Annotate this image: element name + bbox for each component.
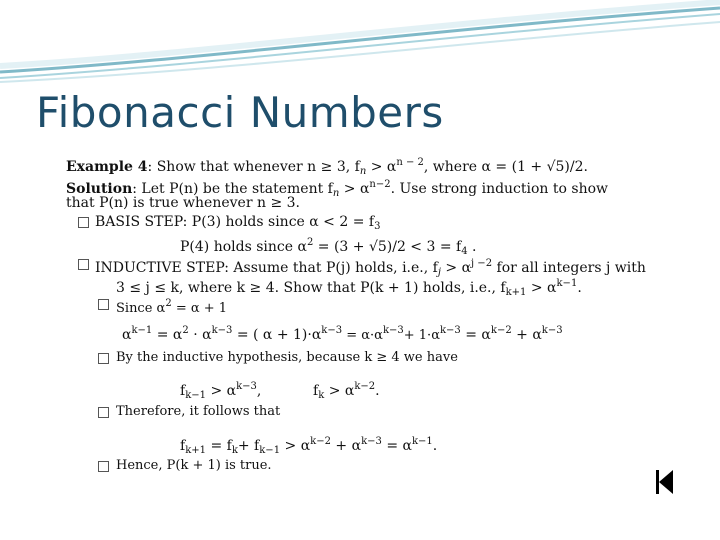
solution-line-2: that P(n) is true whenever n ≥ 3. — [66, 195, 300, 211]
hypothesis-equation-1 — [180, 378, 261, 405]
fin-e: + α — [330, 438, 362, 454]
eq1-b: = α — [152, 327, 183, 343]
inductive-sub-1: j — [437, 267, 441, 278]
solution-label: Solution — [66, 181, 133, 197]
basis-text-2a: P(4) holds since α — [180, 239, 307, 255]
eq1-sup3: k−3 — [211, 325, 233, 336]
example-text-3: , where α = (1 + √5)/2. — [423, 159, 588, 175]
since-text-b: = α + 1 — [171, 301, 228, 316]
since-sup: 2 — [165, 298, 172, 309]
inductive-sub-2: k+1 — [505, 287, 527, 298]
therefore-text: Therefore, it follows that — [116, 404, 281, 419]
fin-sup1: k−2 — [310, 436, 331, 447]
since-line — [116, 295, 227, 318]
fin-sup3: k−1 — [411, 436, 433, 447]
hyp-eq-e: > α — [324, 383, 355, 399]
bullet-therefore — [98, 407, 109, 418]
hyp-eq-a: f — [180, 383, 186, 399]
basis-sub-2: 4 — [461, 246, 468, 257]
eq1-a: α — [122, 327, 132, 343]
eq1-g: = α — [460, 327, 491, 343]
equation-1 — [122, 322, 563, 345]
inductive-sup-2: k−1 — [556, 278, 578, 289]
hyp-eq-sub1: k−1 — [185, 390, 206, 401]
basis-text-2c: . — [467, 239, 477, 255]
hyp-eq-sub2: k — [318, 390, 325, 401]
hypothesis-text: By the inductive hypothesis, because k ≥ 4 we have — [116, 350, 458, 365]
eq1-sup2: 2 — [182, 325, 189, 336]
fin-a: f — [180, 438, 186, 454]
bullet-hence — [98, 461, 109, 472]
basis-sub-1: 3 — [374, 221, 381, 232]
inductive-text-1c: for all integers j with — [492, 260, 646, 276]
eq1-sup4: k−3 — [321, 325, 343, 336]
solution-text: : Let P(n) be the statement f — [132, 181, 333, 197]
eq1-sup1: k−1 — [131, 325, 153, 336]
eq1-f: + 1·α — [403, 328, 440, 343]
basis-line-1 — [95, 213, 380, 236]
eq1-e: = α·α — [342, 328, 383, 343]
bullet-hypothesis — [98, 353, 109, 364]
hyp-eq-sup2: k−2 — [354, 381, 376, 392]
eq1-h: + α — [511, 327, 542, 343]
since-text-a: Since α — [116, 301, 166, 316]
example-label: Example 4 — [66, 159, 148, 175]
hyp-eq-d: f — [313, 383, 319, 399]
example-n-sub: n — [359, 166, 367, 177]
hyp-eq-b: > α — [206, 383, 237, 399]
inductive-text-2b: > α — [526, 280, 557, 296]
inductive-text-1b: > α — [440, 260, 472, 276]
fin-d: > α — [280, 438, 311, 454]
fin-g: . — [432, 438, 438, 454]
hyp-eq-f: . — [375, 383, 380, 399]
eq1-sup5: k−3 — [382, 325, 404, 336]
basis-text-2b: = (3 + √5)/2 < 3 = f — [313, 239, 462, 255]
hyp-eq-sup1: k−3 — [236, 381, 257, 392]
eq1-sup7: k−2 — [490, 325, 512, 336]
inductive-text-1a: INDUCTIVE STEP: Assume that P(j) holds, i.e., f — [95, 260, 438, 276]
basis-sup-2: 2 — [306, 237, 314, 248]
header-decoration — [0, 0, 720, 90]
solution-text-3: . Use strong induction to show — [390, 181, 609, 197]
hypothesis-equation-2 — [313, 378, 380, 405]
eq1-d: = ( α + 1)·α — [232, 327, 322, 343]
fin-c: + f — [237, 438, 260, 454]
inductive-sup-1: j −2 — [471, 258, 493, 269]
basis-text-1: BASIS STEP: P(3) holds since α < 2 = f — [95, 214, 375, 230]
inductive-text-2c: . — [577, 280, 582, 296]
eq1-c: · α — [188, 327, 212, 343]
example-text: : Show that whenever n ≥ 3, f — [147, 159, 360, 175]
solution-exp: n−2 — [369, 179, 391, 190]
fin-b: = f — [206, 438, 232, 454]
fin-sub1: k+1 — [185, 445, 206, 456]
example-exp: n − 2 — [396, 157, 424, 168]
fin-sup2: k−3 — [361, 436, 382, 447]
slide-title: Fibonacci Numbers — [36, 88, 444, 137]
inductive-text-2a: 3 ≤ j ≤ k, where k ≥ 4. Show that P(k + 1) holds, i.e., f — [116, 280, 506, 296]
example-text-2: > α — [366, 159, 397, 175]
solution-n-sub: n — [332, 188, 340, 199]
fin-sub2: k — [231, 445, 238, 456]
hence-text: Hence, P(k + 1) is true. — [116, 458, 272, 473]
eq1-sup6: k−3 — [439, 325, 461, 336]
solution-text-2: > α — [339, 181, 370, 197]
play-back-icon[interactable] — [655, 468, 675, 496]
final-equation — [180, 433, 437, 460]
bullet-inductive — [78, 259, 89, 270]
hyp-eq-c: , — [256, 383, 262, 399]
eq1-sup8: k−3 — [541, 325, 563, 336]
fin-f: = α — [381, 438, 412, 454]
bullet-basis — [78, 217, 89, 228]
bullet-since — [98, 299, 109, 310]
fin-sub3: k−1 — [259, 445, 281, 456]
